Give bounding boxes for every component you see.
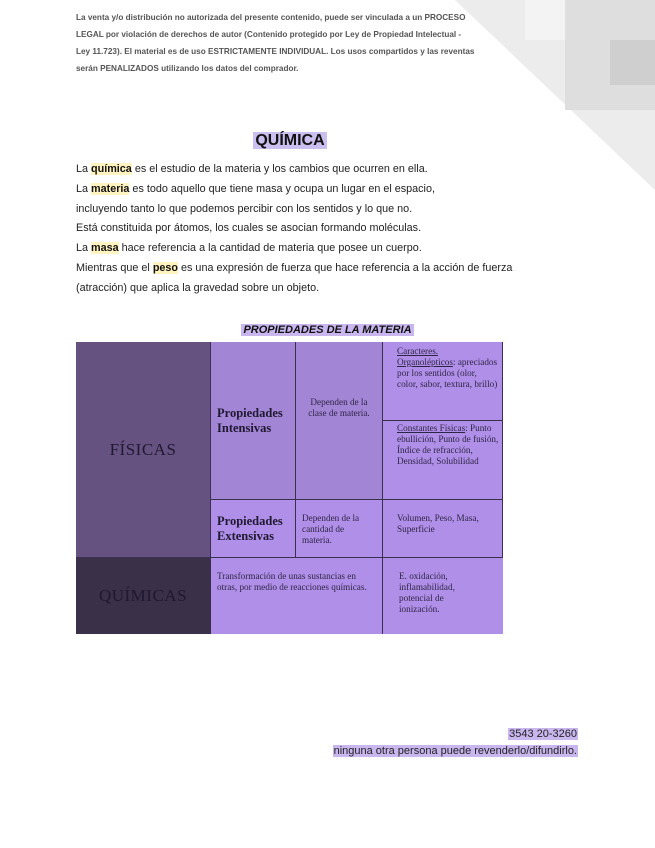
fisicas-cell: FÍSICAS <box>76 342 211 558</box>
quimicas-desc-cell: Transformación de unas sustancias en otras, por medio de reacciones químicas. <box>211 558 383 634</box>
quimicas-cell: QUÍMICAS <box>76 558 211 634</box>
text-line: Está constituida por átomos, los cuales se asocian formando moléculas. <box>76 222 422 235</box>
copyright-disclaimer: La venta y/o distribución no autorizada del presente contenido, puede ser vinculada a un PROCESO LEGAL por violación de derechos de autor (Contenido protegido por Ley de Propiedad Intelectual - Ley 11.723). El material es de uso ESTRICTAMENTE INDIVIDUAL. Los usos compartidos y las reventas serán PENALIZADOS utilizando los datos del comprador. <box>76 13 475 73</box>
extensivas-cell: Propiedades Extensivas <box>211 500 296 558</box>
organolepticos-cell: Caracteres. Organolépticos: apreciados por los sentidos (olor, color, sabor, textura, brillo) <box>383 342 503 421</box>
extensivas-examples-cell: Volumen, Peso, Masa, Superficie <box>383 500 503 558</box>
properties-table <box>76 342 503 634</box>
text-line: La química es el estudio de la materia y los cambios que ocurren en ella. <box>76 163 428 175</box>
text-line: La masa hace referencia a la cantidad de materia que posee un cuerpo. <box>76 242 422 255</box>
quimicas-examples-cell: E. oxidación, inflamabilidad, potencial de ionización. <box>383 558 503 634</box>
text-line: La materia es todo aquello que tiene masa y ocupa un lugar en el espacio, <box>76 182 435 195</box>
text-line: incluyendo tanto lo que podemos percibir con los sentidos y lo que no. <box>76 202 413 215</box>
intensivas-cell: Propiedades Intensivas <box>211 342 296 500</box>
constantes-cell: Constantes Físicas: Punto ebullición, Punto de fusión, Índice de refracción, Densidad, Solubilidad <box>383 421 503 500</box>
text-line: (atracción) que aplica la gravedad sobre un objeto. <box>76 281 320 294</box>
extensivas-desc-cell: Dependen de la cantidad de materia. <box>296 500 383 558</box>
definitions-text <box>76 160 576 299</box>
footer-notice: ninguna otra persona puede revenderlo/difundirlo. <box>333 745 577 757</box>
text-line: Mientras que el peso es una expresión de fuerza que hace referencia a la acción de fuerza <box>76 261 513 274</box>
table-title: PROPIEDADES DE LA MATERIA <box>243 324 412 336</box>
footer-phone: 3543 20-3260 <box>509 728 577 740</box>
intensivas-desc-cell: Dependen de la clase de materia. <box>296 342 383 500</box>
page-title: QUÍMICA <box>255 132 325 149</box>
